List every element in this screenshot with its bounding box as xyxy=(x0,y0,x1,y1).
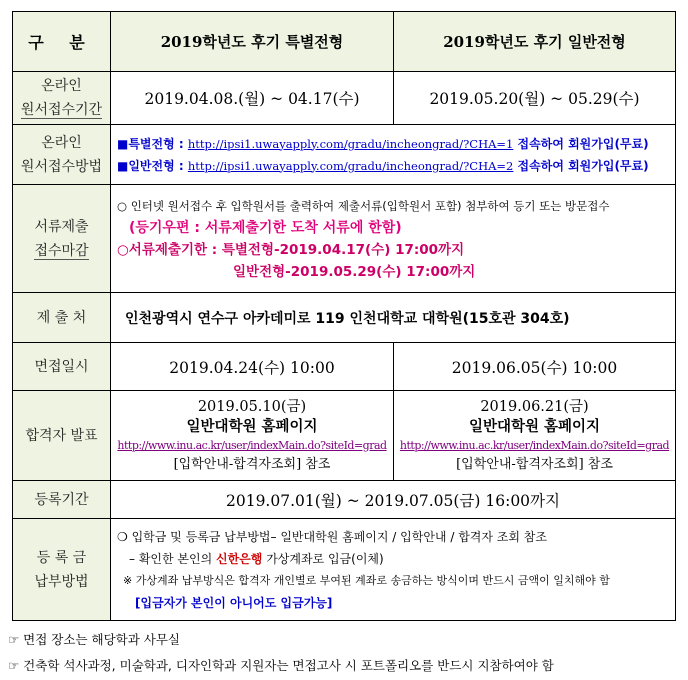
results-row xyxy=(13,391,676,481)
special-apply-link[interactable]: http://ipsi1.uwayapply.com/gradu/incheongrad/?CHA=1 xyxy=(187,136,514,151)
online-method-label: 온라인 원서접수방법 xyxy=(13,125,111,185)
payment-label: 등 록 금 납부방법 xyxy=(13,519,111,621)
online-period-row xyxy=(13,72,676,125)
payment-line-4: [입금자가 본인이 아니어도 입금가능] xyxy=(135,595,333,610)
online-period-label: 온라인 원서접수기간 xyxy=(13,72,111,125)
payment-content xyxy=(111,519,676,621)
header-special: 2019학년도 후기 특별전형 xyxy=(111,12,394,72)
results-general-link[interactable]: http://www.inu.ac.kr/user/indexMain.do?siteId=grad xyxy=(399,438,670,452)
admission-schedule-table xyxy=(12,11,676,621)
docs-deadline-content xyxy=(111,185,676,293)
docs-line-1: ○ 인터넷 원서접수 후 입학원서를 출력하여 제출서류(입학원서 포함) 첨부하여 등기 또는 방문접수 xyxy=(117,198,610,213)
online-method-row xyxy=(13,125,676,185)
payment-row xyxy=(13,519,676,621)
interview-special: 2019.04.24(수) 10:00 xyxy=(111,343,394,391)
docs-line-4: 일반전형-2019.05.29(수) 17:00까지 xyxy=(233,263,476,280)
payment-line-1: ❍ 입학금 및 등록금 납부방법– 일반대학원 홈페이지 / 입학안내 / 합격자 조회 참조 xyxy=(117,529,547,544)
interview-general: 2019.06.05(수) 10:00 xyxy=(394,343,676,391)
interview-row xyxy=(13,343,676,391)
header-category: 구 분 xyxy=(13,12,111,72)
submit-place-label: 제 출 처 xyxy=(13,293,111,343)
registration-value: 2019.07.01(월) ~ 2019.07.05(금) 16:00까지 xyxy=(111,481,676,519)
interview-label: 면접일시 xyxy=(13,343,111,391)
online-period-special: 2019.04.08.(월) ~ 04.17(수) xyxy=(111,72,394,125)
header-row xyxy=(13,12,676,72)
submit-place-value: 인천광역시 연수구 아카데미로 119 인천대학교 대학원(15호관 304호) xyxy=(111,293,676,343)
header-general: 2019학년도 후기 일반전형 xyxy=(394,12,676,72)
general-apply-link[interactable]: http://ipsi1.uwayapply.com/gradu/incheongrad/?CHA=2 xyxy=(187,158,514,173)
note-1: ☞ 면접 장소는 해당학과 사무실 xyxy=(8,632,181,647)
results-special-link[interactable]: http://www.inu.ac.kr/user/indexMain.do?siteId=grad xyxy=(117,438,387,452)
results-label: 합격자 발표 xyxy=(13,391,111,481)
online-method-special-line: ■특별전형 : http://ipsi1.uwayapply.com/gradu/incheongrad/?CHA=1 접속하여 회원가입(무료) xyxy=(117,136,649,151)
registration-row xyxy=(13,481,676,519)
docs-line-3: ○서류제출기한 : 특별전형-2019.04.17(수) 17:00까지 xyxy=(117,241,465,258)
online-method-general-line: ■일반전형 : http://ipsi1.uwayapply.com/gradu/incheongrad/?CHA=2 접속하여 회원가입(무료) xyxy=(117,158,649,173)
results-special: 2019.05.10(금) 일반대학원 홈페이지 http://www.inu.ac.kr/user/indexMain.do?siteId=grad [입학안내-합격자조회] 참조 xyxy=(111,391,394,481)
online-method-content xyxy=(111,125,676,185)
online-period-general: 2019.05.20(월) ~ 05.29(수) xyxy=(394,72,676,125)
results-general: 2019.06.21(금) 일반대학원 홈페이지 http://www.inu.ac.kr/user/indexMain.do?siteId=grad [입학안내-합격자조회] 참조 xyxy=(394,391,676,481)
docs-deadline-row xyxy=(13,185,676,293)
payment-line-3: ※ 가상계좌 납부방식은 합격자 개인별로 부여된 계좌로 송금하는 방식이며 반드시 금액이 일치해야 함 xyxy=(123,573,610,587)
note-2: ☞ 건축학 석사과정, 미술학과, 디자인학과 지원자는 면접고사 시 포트폴리오를 반드시 지참하여야 함 xyxy=(8,658,554,673)
docs-deadline-label: 서류제출 접수마감 xyxy=(13,185,111,293)
docs-line-2: (등기우편 : 서류제출기한 도착 서류에 한함) xyxy=(129,219,402,236)
submit-place-row xyxy=(13,293,676,343)
payment-line-2: – 확인한 본인의 신한은행 가상계좌로 입금(이체) xyxy=(129,551,384,566)
registration-label: 등록기간 xyxy=(13,481,111,519)
